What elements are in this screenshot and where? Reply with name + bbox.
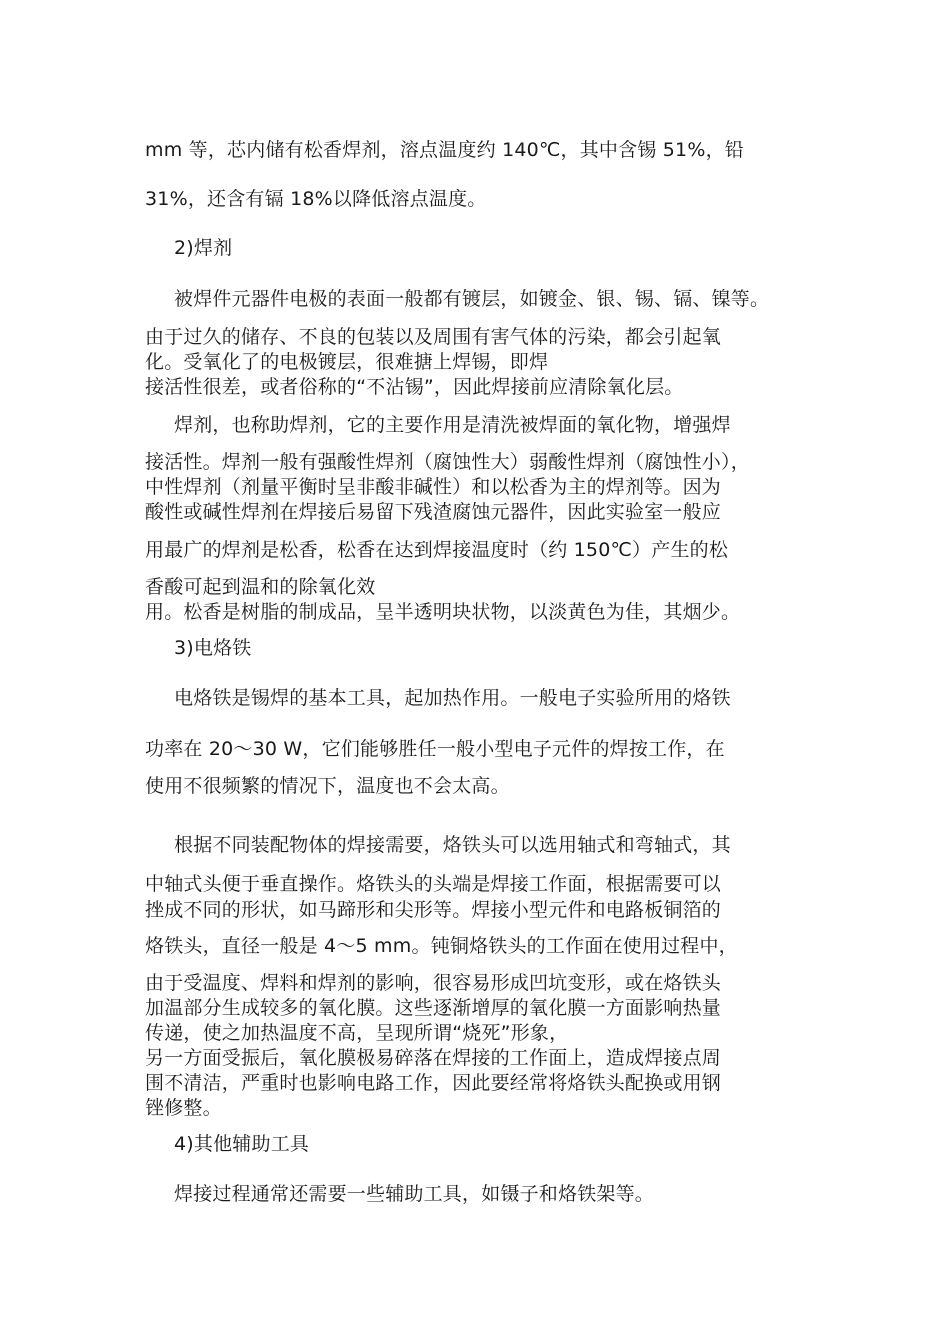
text-line: 由于过久的储存、不良的包装以及周围有害气体的污染，都会引起氧 bbox=[145, 326, 722, 348]
text-line: 接活性很差，或者俗称的“不沾锡”，因此焊接前应清除氧化层。 bbox=[145, 376, 684, 398]
text-line: 功率在 20～30 W，它们能够胜任一般小型电子元件的焊按工作，在 bbox=[145, 738, 725, 760]
text-line: 31%，还含有镉 18%以降低溶点温度。 bbox=[145, 188, 487, 210]
section-heading: 2)焊剂 bbox=[174, 237, 233, 259]
text-line: 中性焊剂（剂量平衡时呈非酸非碱性）和以松香为主的焊剂等。因为 bbox=[145, 476, 722, 498]
text-line: 围不清洁，严重时也影响电路工作，因此要经常将烙铁头配换或用钢 bbox=[145, 1072, 722, 1094]
text-line: 接活性。焊剂一般有强酸性焊剂（腐蚀性大）弱酸性焊剂（腐蚀性小）， bbox=[145, 451, 750, 473]
text-line: 挫成不同的形状，如马蹄形和尖形等。焊接小型元件和电路板铜箔的 bbox=[145, 899, 722, 921]
text-line: 酸性或碱性焊剂在焊接后易留下残渣腐蚀元器件，因此实验室一般应 bbox=[145, 501, 722, 523]
text-line: 根据不同装配物体的焊接需要，烙铁头可以选用轴式和弯轴式，其 bbox=[174, 834, 731, 856]
text-line: 烙铁头，直径一般是 4～5 mm。钝铜烙铁头的工作面在使用过程中， bbox=[145, 935, 738, 957]
section-heading: 4)其他辅助工具 bbox=[174, 1133, 310, 1155]
text-line: 中轴式头便于垂直操作。烙铁头的头端是焊接工作面，根据需要可以 bbox=[145, 873, 722, 895]
text-line: 被焊件元器件电极的表面一般都有镀层，如镀金、银、锡、镉、镍等。 bbox=[174, 288, 770, 310]
section-heading: 3)电烙铁 bbox=[174, 637, 252, 659]
text-line: 香酸可起到温和的除氧化效 bbox=[145, 576, 376, 598]
text-line: 由于受温度、焊料和焊剂的影响，很容易形成凹坑变形，或在烙铁头 bbox=[145, 972, 722, 994]
text-line: 电烙铁是锡焊的基本工具，起加热作用。一般电子实验所用的烙铁 bbox=[174, 687, 731, 709]
text-line: 锉修整。 bbox=[145, 1097, 222, 1119]
text-line: 传递，使之加热温度不高，呈现所谓“烧死”形象， bbox=[145, 1022, 569, 1044]
text-line: 加温部分生成较多的氧化膜。这些逐渐增厚的氧化膜一方面影响热量 bbox=[145, 997, 722, 1019]
text-line: 用。松香是树脂的制成品，呈半透明块状物，以淡黄色为佳，其烟少。 bbox=[145, 601, 741, 623]
text-line: 使用不很频繁的情况下，温度也不会太高。 bbox=[145, 775, 510, 797]
text-line: 另一方面受振后，氧化膜极易碎落在焊接的工作面上，造成焊接点周 bbox=[145, 1047, 722, 1069]
text-line: 焊接过程通常还需要一些辅助工具，如镊子和烙铁架等。 bbox=[174, 1183, 655, 1205]
text-line: 用最广的焊剂是松香，松香在达到焊接温度时（约 150℃）产生的松 bbox=[145, 539, 729, 561]
text-line: mm 等，芯内储有松香焊剂，溶点温度约 140℃，其中含锡 51%，铅 bbox=[145, 139, 744, 161]
text-line: 化。受氧化了的电极镀层，很难搪上焊锡，即焊 bbox=[145, 351, 549, 373]
text-line: 焊剂，也称助焊剂，它的主要作用是清洗被焊面的氧化物，增强焊 bbox=[174, 414, 731, 436]
